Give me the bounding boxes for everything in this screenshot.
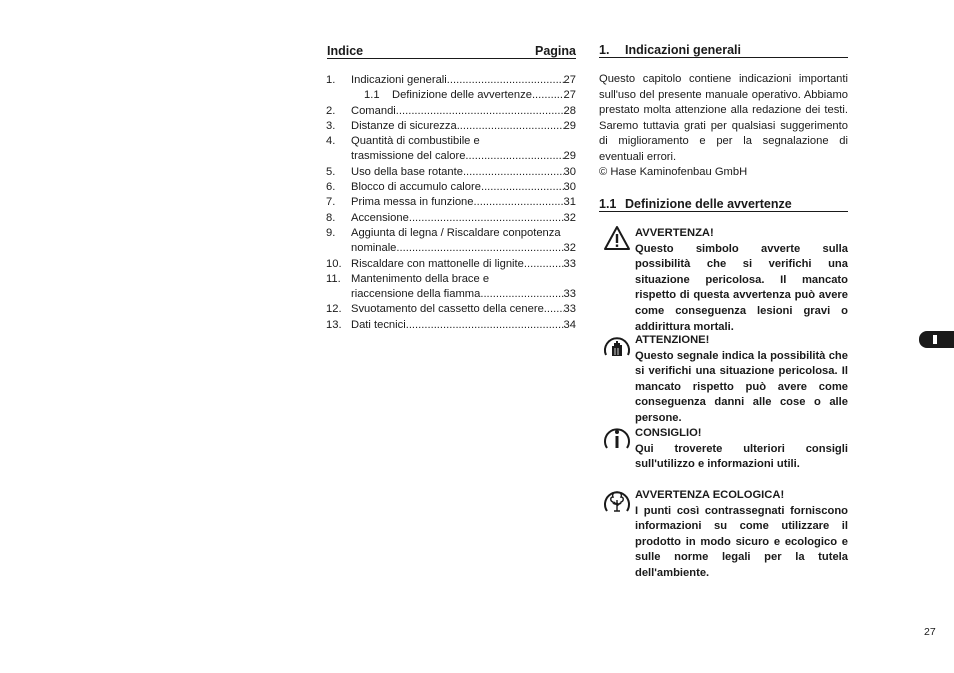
toc-entry-page: 33 (563, 303, 576, 316)
toc-entry-number: 8. (326, 211, 336, 224)
toc-entry-title: riaccensione della fiamma (351, 288, 481, 301)
eco-warning-text: I punti così contrassegnati forniscono informazioni su come utilizzare il prodotto in modo sicuro e ecologico e sulle norme legali per la tutela dell'ambiente. (635, 504, 848, 579)
attention-label: ATTENZIONE! (635, 334, 710, 346)
eco-warning-label: AVVERTENZA ECOLOGICA! (635, 489, 785, 501)
toc-entry-page: 28 (563, 104, 576, 117)
toc-entry-page: 33 (563, 257, 576, 270)
toc-entry-title: Indicazioni generali (351, 74, 447, 86)
toc-entry[interactable] (326, 180, 576, 195)
warning-block (635, 226, 848, 335)
toc-entry[interactable] (326, 287, 576, 302)
toc-entry-title: Quantità di combustibile e (351, 135, 480, 148)
toc-entry-title: Mantenimento della brace e (351, 272, 490, 285)
toc-entry-number: 1.1 (364, 89, 380, 102)
toc-entry-number: 1. (326, 74, 336, 86)
toc-entry-page: 34 (563, 318, 576, 331)
toc-entry-number: 2. (326, 104, 336, 117)
toc-entry-line1[interactable] (326, 134, 576, 149)
section-title: Indicazioni generali (625, 43, 741, 57)
tip-block (635, 426, 848, 473)
toc-entry[interactable] (326, 88, 576, 103)
toc-entry-number: 3. (326, 119, 336, 132)
toc-entry-number: 9. (326, 226, 336, 239)
toc-entry-number: 7. (326, 196, 336, 209)
tip-label: CONSIGLIO! (635, 427, 702, 439)
toc-entry-number: 11. (326, 272, 341, 285)
attention-block (635, 333, 848, 427)
toc-entry-line1[interactable] (326, 226, 576, 241)
section-heading (599, 41, 848, 58)
toc-entry-number: 12. (326, 303, 342, 316)
attention-text: Questo segnale indica la possibilità che si verifichi una situazione pericolosa. Il mancato rispetto può avere come conseguenza danni alle cose o alle persone. (635, 349, 848, 424)
toc-entry[interactable] (326, 149, 576, 164)
toc-entry[interactable] (326, 257, 576, 272)
toc-entry[interactable] (326, 119, 576, 134)
language-tab-glyph (933, 335, 937, 344)
toc-entry-page: 29 (563, 119, 576, 132)
toc-entry-title: trasmissione del calore (351, 150, 466, 163)
toc-entry-number: 5. (326, 165, 336, 178)
toc-entry-title: Svuotamento del cassetto della cenere (351, 303, 544, 316)
toc-entry-page: 32 (563, 242, 576, 255)
toc-entry-title: Riscaldare con mattonelle di lignite (351, 257, 524, 270)
warning-text: Questo simbolo avverte sulla possibilità che si verifichi una situazione pericolosa. Il mancato rispetto di questa avvertenza può avere come conseguenza lesioni gravi o addirittura mortali. (635, 242, 848, 333)
toc-entry-page: 30 (563, 181, 576, 194)
tip-text: Qui troverete ulteriori consigli sull'utilizzo e informazioni utili. (635, 442, 848, 471)
toc-header-index: Indice (327, 44, 364, 58)
page-number: 27 (924, 626, 936, 638)
toc-entry-title: nominale (351, 242, 397, 255)
toc-entry-title: Accensione (351, 211, 409, 224)
toc-entry-page: 30 (563, 165, 576, 178)
toc-entry-page: 33 (563, 288, 576, 301)
eco-warning-block (635, 488, 848, 582)
toc-entry-number: 10. (326, 257, 342, 270)
toc-entry-line1[interactable] (326, 272, 576, 287)
toc-entry-title: Dati tecnici (351, 318, 406, 331)
toc-entry-page: 32 (563, 211, 576, 224)
language-tab (919, 331, 954, 348)
toc-entry-title: Distanze di sicurezza (351, 119, 457, 132)
warning-triangle-icon (602, 224, 632, 254)
info-icon (602, 423, 632, 453)
toc-entry[interactable] (326, 241, 576, 256)
section-paragraph: Questo capitolo contiene indicazioni importanti sull'uso del presente manuale operativo. Abbiamo prestato molta attenzione alla redazione dei testi. Saremo tuttavia grati per qualsiasi suggerimento di miglioramento e per la segnalazione di eventuali errori. (599, 73, 848, 163)
toc-entry-title: Definizione delle avvertenze (392, 89, 532, 102)
section-number: 1. (599, 43, 610, 57)
tree-eco-icon (602, 486, 632, 516)
warning-label: AVVERTENZA! (635, 227, 714, 239)
toc-entry-title: Blocco di accumulo calore (351, 181, 481, 194)
toc-header (327, 41, 576, 59)
subsection-heading (599, 195, 848, 212)
subsection-title: Definizione delle avvertenze (625, 197, 792, 211)
hand-attention-icon (602, 331, 632, 361)
toc-entry[interactable] (326, 211, 576, 226)
toc-entry-page: 27 (563, 89, 576, 102)
toc-entry[interactable] (326, 165, 576, 180)
toc-header-page: Pagina (535, 44, 576, 58)
toc-entry-number: 13. (326, 318, 342, 331)
toc-entry-number: 6. (326, 181, 336, 194)
toc-entry-title: Comandi (351, 104, 396, 117)
toc-entry-page: 29 (563, 150, 576, 163)
toc-entry-page: 27 (563, 74, 576, 86)
toc-entry[interactable] (326, 104, 576, 119)
toc-entry-number: 4. (326, 135, 336, 148)
toc-entry[interactable] (326, 195, 576, 210)
toc-entry-title: Aggiunta di legna / Riscaldare conpotenza (351, 226, 561, 239)
toc-entry[interactable] (326, 73, 576, 88)
toc-entry-page: 31 (563, 196, 576, 209)
toc-entry[interactable] (326, 302, 576, 317)
toc-list (326, 73, 576, 333)
copyright-note: © Hase Kaminofenbau GmbH (599, 166, 748, 178)
toc-entry-title: Prima messa in funzione (351, 196, 474, 209)
subsection-number: 1.1 (599, 197, 617, 211)
toc-entry[interactable] (326, 318, 576, 333)
toc-entry-title: Uso della base rotante (351, 165, 463, 178)
